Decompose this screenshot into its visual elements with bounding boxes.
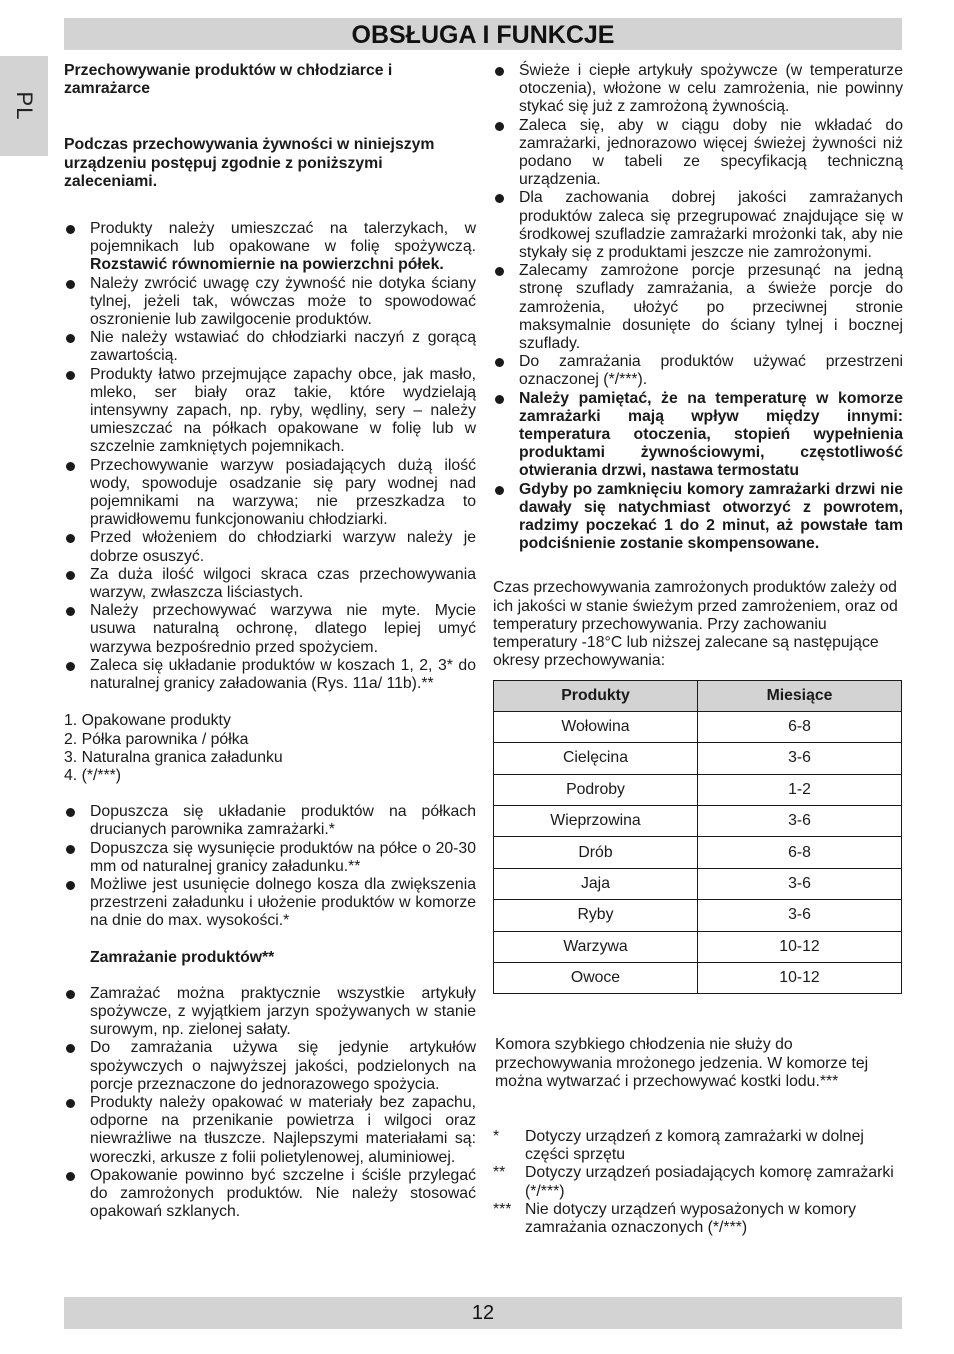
list-item-text: Zaleca się układanie produktów w koszach 1, 2, 3* do naturalnej granicy załadowania (Rys. 11a/ 11b).** (90, 656, 476, 693)
list-item-text: Należy zwrócić uwagę czy żywność nie dotyka ściany tylnej, jeżeli tak, wówczas może to spowodować oszronienie lub zawilgocenie produktów. (90, 274, 476, 329)
table-header-row (494, 680, 902, 711)
footnote-mark: * (493, 1128, 500, 1146)
product-cell: Wieprzowina (494, 806, 698, 837)
page-footer (64, 1297, 902, 1329)
table-row (494, 963, 902, 994)
bullet-list (64, 985, 476, 1222)
table-row (494, 806, 902, 837)
list-item-text: Możliwe jest usunięcie dolnego kosza dla zwiększenia przestrzeni załadunku i ułożenie produktów w komorze na dnie do max. wysokości.* (90, 875, 476, 930)
left-column (64, 62, 476, 1221)
list-item-text: Świeże i ciepłe artykuły spożywcze (w temperaturze otoczenia), włożone w celu zamrożenia, nie powinny stykać się już z zamrożoną żywnością. (519, 62, 903, 116)
months-cell: 3-6 (698, 806, 902, 837)
list-item-text: Zamrażać można praktycznie wszystkie artykuły spożywcze, z wyjątkiem jarzyn spożywanych w stanie surowym, np. zielonej sałaty. (90, 984, 476, 1039)
numbered-item: 4. (*/***) (64, 766, 122, 784)
list-item (64, 457, 476, 530)
list-item (493, 262, 903, 353)
list-item (493, 117, 903, 190)
list-item-text: Opakowanie powinno być szczelne i ściśle przylegać do zamrożonych produktów. Nie należy stosować opakowań szklanych. (90, 1166, 476, 1221)
list-item-text: Produkty należy opakować w materiały bez zapachu, odporne na przenikanie powietrza i wilgoci oraz niewrażliwe na tłuszcze. Najlepszymi materiałami są: woreczki, arkusze z folii polietylenowej, aluminiowej. (90, 1093, 476, 1166)
page-title: OBSŁUGA I FUNKCJE (64, 18, 902, 50)
list-item-text: Produkty łatwo przejmujące zapachy obce, jak masło, mleko, ser biały oraz takie, które wydzielają intensywny zapach, np. ryby, wędliny, sery – należy umieszczać na półkach opakowane w folię lub w szczelnie zamkniętych pojemnikach. (90, 365, 476, 456)
list-item-text: Za duża ilość wilgoci skraca czas przechowywania warzyw, zwłaszcza liściastych. (90, 565, 476, 602)
list-item-text: Do zamrażania używa się jedynie artykułów spożywczych o najwyższej jakości, podzielonych na porcje przeznaczone do jednorazowego spożycia. (90, 1039, 476, 1093)
product-cell: Cielęcina (494, 743, 698, 774)
footnote (493, 1128, 903, 1164)
list-item (64, 876, 476, 931)
months-cell: 6-8 (698, 837, 902, 868)
months-cell: 3-6 (698, 868, 902, 899)
months-cell: 1-2 (698, 774, 902, 805)
bullet-list (493, 62, 903, 553)
product-cell: Warzywa (494, 931, 698, 962)
product-cell: Wołowina (494, 711, 698, 742)
product-cell: Owoce (494, 963, 698, 994)
months-cell: 10-12 (698, 963, 902, 994)
list-item-text: Zaleca się, aby w ciągu doby nie wkładać do zamrażarki, jednorazowo więcej świeżej żywności niż podano w tabeli ze specyfikacją techniczną urządzenia. (519, 116, 903, 189)
list-item (493, 353, 903, 389)
list-item-bold-text: Należy pamiętać, że na temperaturę w komorze zamrażarki mają wpływ między innymi: temperatura otoczenia, stopień wypełnienia produktami żywnościowymi, częstotliwość otwierania drzwi, nastawa termostatu (519, 389, 903, 480)
product-cell: Jaja (494, 868, 698, 899)
page-number: 12 (471, 1302, 495, 1324)
product-cell: Drób (494, 837, 698, 868)
list-item (64, 1094, 476, 1167)
table-row (494, 868, 902, 899)
list-item-text: Przechowywanie warzyw posiadających dużą ilość wody, spowoduje osadzanie się pary wodnej nad pojemnikami na warzywa; nie przeszkadza to prawidłowemu funkcjonowaniu chłodziarki. (90, 456, 476, 529)
footnote-text: Dotyczy urządzeń z komorą zamrażarki w dolnej części sprzętu (525, 1128, 864, 1164)
list-item-text: Produkty należy umieszczać na talerzykach, w pojemnikach lub opakowane w folię spożywczą. (90, 220, 476, 256)
table-row (494, 900, 902, 931)
table-header: Produkty (494, 680, 698, 711)
footnote (493, 1201, 903, 1237)
list-item (493, 390, 903, 481)
language-label: PL (12, 91, 37, 121)
list-item-bold-text: Gdyby po zamknięciu komory zamrażarki drzwi nie dawały się natychmiast otworzyć z powrotem, radzimy poczekać 1 do 2 minut, aż powstałe tam podciśnienie zostanie skompensowane. (519, 480, 903, 553)
table-row (494, 743, 902, 774)
list-item (64, 602, 476, 657)
list-item (64, 840, 476, 876)
list-item-bold-text: Rozstawić równomiernie na powierzchni półek. (90, 256, 444, 274)
list-item-text: Zalecamy zamrożone porcje przesunąć na jedną stronę szuflady zamrażania, a świeże porcje do zamrożenia, ułożyć po przeciwnej stronie maksymalnie dosunięte do ściany tylnej i bocznej szuflady. (519, 262, 903, 353)
months-cell: 10-12 (698, 931, 902, 962)
list-item-text: Nie należy wstawiać do chłodziarki naczyń z gorącą zawartością. (90, 329, 476, 365)
section-title: Przechowywanie produktów w chłodziarce i zamrażarce (64, 62, 393, 98)
list-item-text: Dla zachowania dobrej jakości zamrażanych produktów zaleca się przegrupować znajdujące się w środkowej szufladzie zamrażarki mrożonki tak, aby nie stykały się z produktami jeszcze nie zamrożonymi. (519, 189, 903, 262)
bullet-list (64, 803, 476, 930)
months-cell: 3-6 (698, 900, 902, 931)
language-tab (0, 56, 48, 156)
list-item (493, 62, 903, 117)
list-item (64, 366, 476, 457)
footnote-mark: ** (493, 1164, 506, 1182)
numbered-list (64, 712, 476, 785)
numbered-item: 3. Naturalna granica załadunku (64, 748, 283, 766)
list-item-text: Należy przechowywać warzywa nie myte. Mycie usuwa naturalną ochronę, dlatego lepiej umyć warzywa bezpośrednio przed spożyciem. (90, 602, 476, 656)
list-item (64, 1167, 476, 1222)
list-item (493, 189, 903, 262)
table-row (494, 711, 902, 742)
product-cell: Ryby (494, 900, 698, 931)
numbered-item: 2. Półka parownika / półka (64, 730, 249, 748)
list-item (64, 1039, 476, 1094)
bullet-list (64, 220, 476, 693)
list-item (64, 220, 476, 275)
list-item (493, 481, 903, 554)
list-item (64, 329, 476, 365)
footnote (493, 1164, 903, 1200)
storage-table (493, 680, 902, 995)
list-item-text: Do zamrażania produktów używać przestrzeni oznaczonej (*/***). (519, 353, 903, 389)
list-item (64, 275, 476, 330)
footnotes (493, 1128, 903, 1237)
quick-chill-note: Komora szybkiego chłodzenia nie służy do przechowywania mrożonego jedzenia. W komorze tej można wytwarzać i przechowywać kostki lodu.*** (495, 1036, 869, 1090)
numbered-item: 1. Opakowane produkty (64, 712, 231, 730)
table-row (494, 931, 902, 962)
list-item-text: Przed włożeniem do chłodziarki warzyw należy je dobrze osuszyć. (90, 529, 476, 565)
table-row (494, 837, 902, 868)
list-item-text: Dopuszcza się wysunięcie produktów na półce o 20-30 mm od naturalnej granicy załadunku.** (90, 839, 476, 875)
list-item (64, 803, 476, 839)
months-cell: 6-8 (698, 711, 902, 742)
freezing-heading: Zamrażanie produktów** (90, 948, 275, 966)
footnote-text: Dotyczy urządzeń posiadających komorę zamrażarki (*/***) (525, 1164, 894, 1200)
product-cell: Podroby (494, 774, 698, 805)
list-item-text: Dopuszcza się układanie produktów na półkach drucianych parownika zamrażarki.* (90, 803, 476, 839)
table-header: Miesiące (698, 680, 902, 711)
storage-paragraph: Czas przechowywania zamrożonych produktów zależy od ich jakości w stanie świeżym przed zamrożeniem, oraz od temperatury przechowywania. Przy zachowaniu temperatury -18°C lub niższej zalecane są następujące okresy przechowywania: (493, 579, 898, 670)
footnote-mark: *** (493, 1200, 512, 1218)
list-item (64, 985, 476, 1040)
months-cell: 3-6 (698, 743, 902, 774)
table-row (494, 774, 902, 805)
right-column (493, 62, 903, 1237)
list-item (64, 529, 476, 565)
list-item (64, 657, 476, 693)
list-item (64, 566, 476, 602)
intro-text: Podczas przechowywania żywności w niniejszym urządzeniu postępuj zgodnie z poniższymi zaleceniami. (64, 136, 435, 190)
footnote-text: Nie dotyczy urządzeń wyposażonych w komory zamrażania oznaczonych (*/***) (525, 1200, 856, 1237)
